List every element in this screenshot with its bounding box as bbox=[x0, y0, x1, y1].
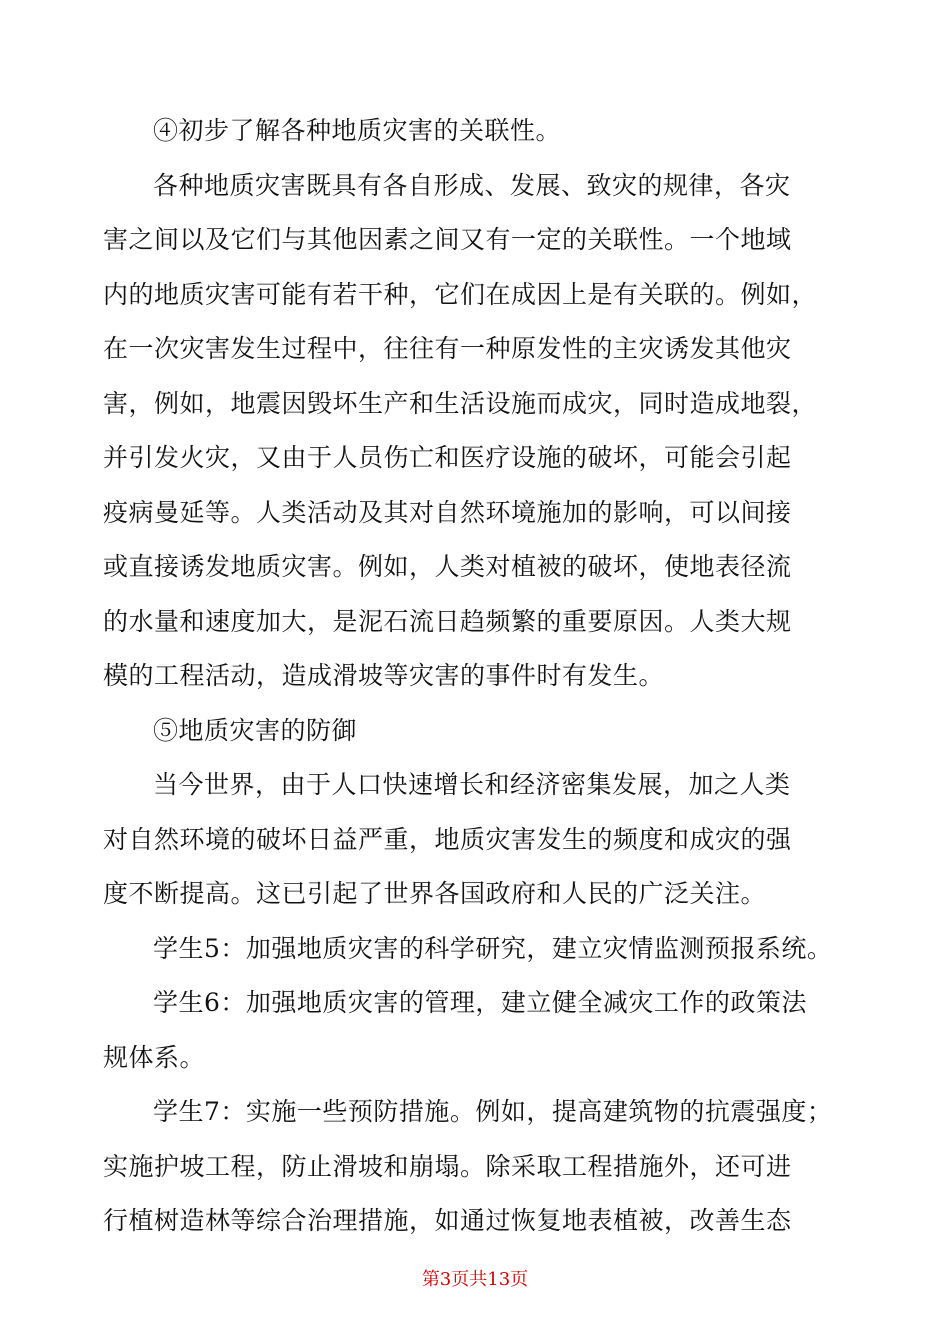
text-line: 并引发火灾，又由于人员伤亡和医疗设施的破坏，可能会引起 bbox=[103, 443, 792, 472]
page-number-footer: 第3页共13页 bbox=[421, 1269, 529, 1290]
text-line: 对自然环境的破坏日益严重，地质灾害发生的频度和成灾的强 bbox=[103, 824, 792, 854]
text-line: 学生6：加强地质灾害的管理，建立健全减灾工作的政策法 bbox=[153, 988, 807, 1017]
text-line: 学生7：实施一些预防措施。例如，提高建筑物的抗震强度； bbox=[153, 1097, 833, 1126]
text-line: 行植树造林等综合治理措施，如通过恢复地表植被，改善生态 bbox=[103, 1206, 792, 1235]
text-line: 度不断提高。这已引起了世界各国政府和人民的广泛关注。 bbox=[103, 879, 767, 908]
text-line: 模的工程活动，造成滑坡等灾害的事件时有发生。 bbox=[103, 661, 665, 690]
text-line: ④初步了解各种地质灾害的关联性。 bbox=[153, 116, 562, 145]
text-line: 疫病曼延等。人类活动及其对自然环境施加的影响，可以间接 bbox=[103, 497, 792, 527]
text-line: 实施护坡工程，防止滑坡和崩塌。除采取工程措施外，还可进 bbox=[103, 1151, 792, 1181]
text-line: 在一次灾害发生过程中，往往有一种原发性的主灾诱发其他灾 bbox=[103, 334, 792, 363]
text-line: 的水量和速度加大，是泥石流日趋频繁的重要原因。人类大规 bbox=[103, 606, 792, 636]
text-line: 规体系。 bbox=[103, 1042, 206, 1072]
text-line: 学生5：加强地质灾害的科学研究，建立灾情监测预报系统。 bbox=[153, 933, 833, 963]
section-heading: ⑤地质灾害的防御 bbox=[153, 715, 358, 745]
text-line: 害之间以及它们与其他因素之间又有一定的关联性。一个地域 bbox=[103, 225, 792, 254]
text-line: 害，例如，地震因毁坏生产和生活设施而成灾，同时造成地裂， bbox=[103, 388, 818, 418]
text-line: 各种地质灾害既具有各自形成、发展、致灾的规律，各灾 bbox=[153, 170, 791, 200]
text-line: 当今世界，由于人口快速增长和经济密集发展，加之人类 bbox=[153, 770, 791, 799]
document-body bbox=[103, 104, 863, 1249]
text-line: 或直接诱发地质灾害。例如，人类对植被的破坏，使地表径流 bbox=[103, 552, 792, 581]
text-line: 内的地质灾害可能有若干种，它们在成因上是有关联的。例如， bbox=[103, 279, 818, 309]
